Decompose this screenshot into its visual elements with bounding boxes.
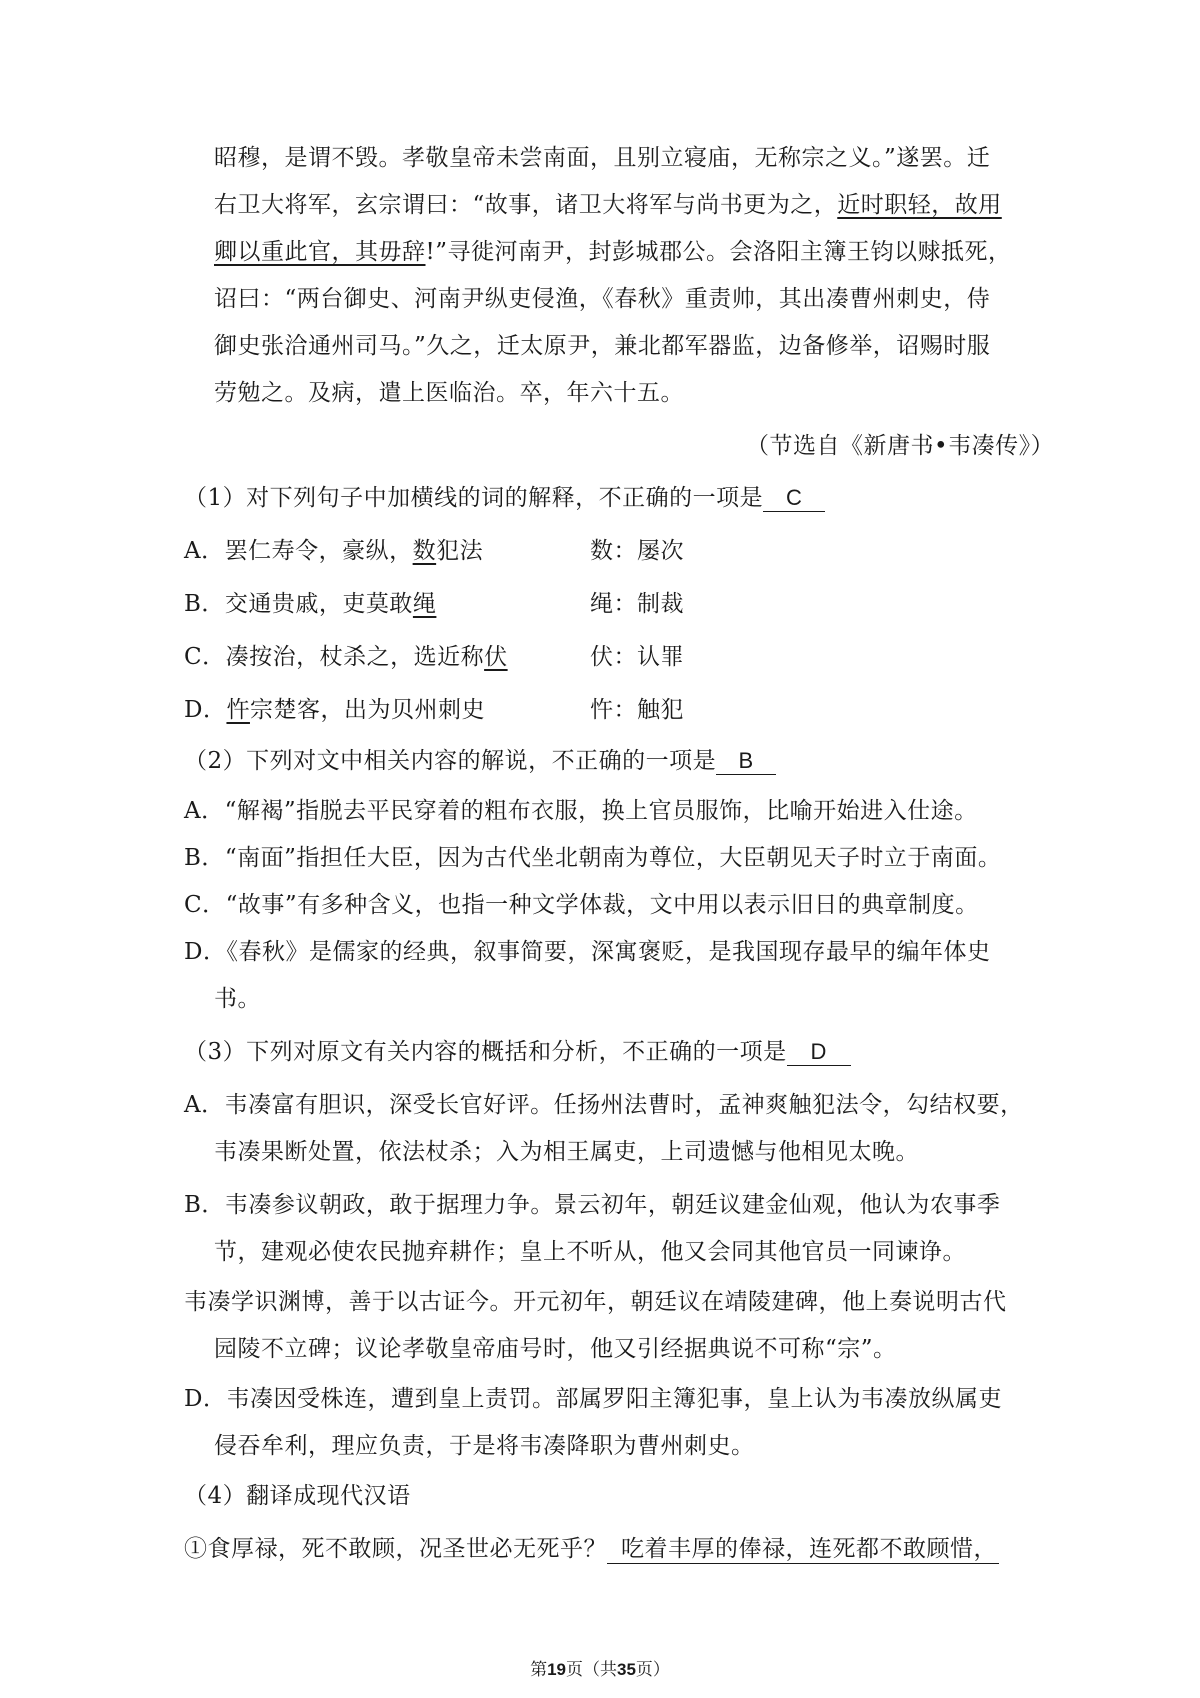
q4-item-1-answer: 吃着丰厚的俸禄，连死都不敢顾惜， <box>607 1535 999 1564</box>
option-text: 韦凑参议朝政，敢于据理力争。景云初年，朝廷议建金仙观，他认为农事季 <box>224 1192 1001 1218</box>
q1-stem <box>184 482 825 514</box>
option-text: 《春秋》是儒家的经典，叙事简要，深寓褒贬，是我国现存最早的编年体史 <box>226 939 991 965</box>
q2-option-d <box>184 936 990 968</box>
option-text: 韦凑因受株连，遭到皇上责罚。部属罗阳主簿犯事，皇上认为韦凑放纵属吏 <box>226 1386 1002 1412</box>
passage-line-1: 昭穆，是谓不毁。孝敬皇帝未尝南面，且别立寝庙，无称宗之义。”遂罢。迁 <box>214 145 991 171</box>
q4-item-1-question: ①食厚禄，死不敢顾，况圣世必无死乎？ <box>184 1536 607 1562</box>
q2-option-b <box>184 842 1001 874</box>
option-label: C． <box>184 644 226 670</box>
q3-stem-text: （3）下列对原文有关内容的概括和分析，不正确的一项是 <box>184 1039 787 1065</box>
option-label: D． <box>184 939 227 965</box>
underlined-word: 绳 <box>412 591 437 617</box>
q4-stem: （4）翻译成现代汉语 <box>184 1483 411 1509</box>
q3-option-a-cont: 韦凑果断处置，依法杖杀；入为相王属吏，上司遗憾与他相见太晚。 <box>214 1139 919 1165</box>
passage-line-4: 诏曰：“两台御史、河南尹纵吏侵渔，《春秋》重责帅，其出凑曹州刺史，侍 <box>214 286 991 312</box>
q1-gloss-b: 绳：制裁 <box>590 591 684 617</box>
q1-option-a <box>184 535 483 567</box>
q3-option-c-cont: 园陵不立碑；议论孝敬皇帝庙号时，他又引经据典说不可称“宗”。 <box>214 1336 897 1362</box>
q3-option-c: 韦凑学识渊博，善于以古证今。开元初年，朝廷议在靖陵建碑，他上奏说明古代 <box>184 1289 1007 1315</box>
passage-line-6: 劳勉之。及病，遣上医临治。卒，年六十五。 <box>214 380 684 406</box>
page-number: 19 <box>547 1660 566 1679</box>
option-text: 犯法 <box>436 538 484 564</box>
underlined-word: 数 <box>412 538 437 564</box>
underlined-phrase: 卿以重此官，其毋辞 <box>214 239 426 265</box>
option-text: “故事”有多种含义，也指一种文学体裁，文中用以表示旧日的典章制度。 <box>225 892 979 918</box>
passage-line-3 <box>214 236 1012 268</box>
footer-text: 第 <box>530 1660 548 1680</box>
page-footer <box>0 1659 1200 1681</box>
q1-gloss-d: 忤：触犯 <box>590 697 684 723</box>
q3-stem <box>184 1036 851 1068</box>
q2-option-d-cont: 书。 <box>214 986 261 1012</box>
q1-gloss-a: 数：屡次 <box>590 538 684 564</box>
q2-option-c <box>184 889 979 921</box>
option-text: 宗楚客，出为贝州刺史 <box>249 697 485 723</box>
q2-stem-text: （2）下列对文中相关内容的解说，不正确的一项是 <box>184 748 717 774</box>
passage-line-2 <box>214 189 1002 221</box>
passage-line-5: 御史张洽通州司马。”久之，迁太原尹，兼北都军器监，边备修举，诏赐时服 <box>214 333 991 359</box>
q3-answer-blank: D <box>787 1039 851 1066</box>
q4-item-1 <box>184 1533 999 1565</box>
underlined-phrase: 近时职轻，故用 <box>837 192 1002 218</box>
q3-option-b-cont: 节，建观必使农民抛弃耕作；皇上不听从，他又会同其他官员一同谏诤。 <box>214 1239 966 1265</box>
underlined-word: 伏 <box>484 644 508 670</box>
footer-text: 页（共 <box>566 1660 617 1680</box>
q1-answer-blank: C <box>763 485 825 512</box>
footer-text: 页） <box>635 1660 670 1680</box>
q1-gloss-c: 伏：认罪 <box>590 644 684 670</box>
q2-option-a <box>184 795 978 827</box>
q3-option-d-cont: 侵吞牟利，理应负责，于是将韦凑降职为曹州刺史。 <box>214 1433 755 1459</box>
passage-text: 右卫大将军，玄宗谓曰：“故事，诸卫大将军与尚书更为之， <box>214 192 838 218</box>
option-label: B． <box>184 1192 225 1218</box>
total-pages: 35 <box>617 1660 636 1679</box>
passage-text: !”寻徙河南尹，封彭城郡公。会洛阳主簿王钧以赇抵死， <box>425 239 1012 265</box>
q1-stem-text: （1）对下列句子中加横线的词的解释，不正确的一项是 <box>184 485 764 511</box>
option-text: 交通贵戚，吏莫敢 <box>224 591 413 617</box>
passage-source: （节选自《新唐书•韦凑传》） <box>746 433 1055 459</box>
q1-option-d <box>184 694 485 726</box>
q1-option-b <box>184 588 436 620</box>
option-label: A． <box>184 1092 225 1118</box>
underlined-word: 忤 <box>226 697 250 723</box>
q1-option-c <box>184 641 508 673</box>
q3-option-b <box>184 1189 1000 1221</box>
option-text: “解褐”指脱去平民穿着的粗布衣服，换上官员服饰，比喻开始进入仕途。 <box>224 798 978 824</box>
option-label: D． <box>184 1386 227 1412</box>
q2-stem <box>184 745 776 777</box>
q2-answer-blank: B <box>716 748 776 775</box>
option-text: 凑按治，杖杀之，选近称 <box>225 644 485 670</box>
q3-option-a <box>184 1089 1024 1121</box>
option-label: D． <box>184 697 227 723</box>
option-label: A． <box>184 798 225 824</box>
option-label: C． <box>184 892 226 918</box>
option-label: B． <box>184 591 225 617</box>
option-text: “南面”指担任大臣，因为古代坐北朝南为尊位，大臣朝见天子时立于南面。 <box>224 845 1002 871</box>
option-label: B． <box>184 845 225 871</box>
q3-option-d <box>184 1383 1002 1415</box>
option-text: 罢仁寿令，豪纵， <box>224 538 413 564</box>
option-text: 韦凑富有胆识，深受长官好评。任扬州法曹时，孟神爽触犯法令，勾结权要， <box>224 1092 1024 1118</box>
option-label: A． <box>184 538 225 564</box>
